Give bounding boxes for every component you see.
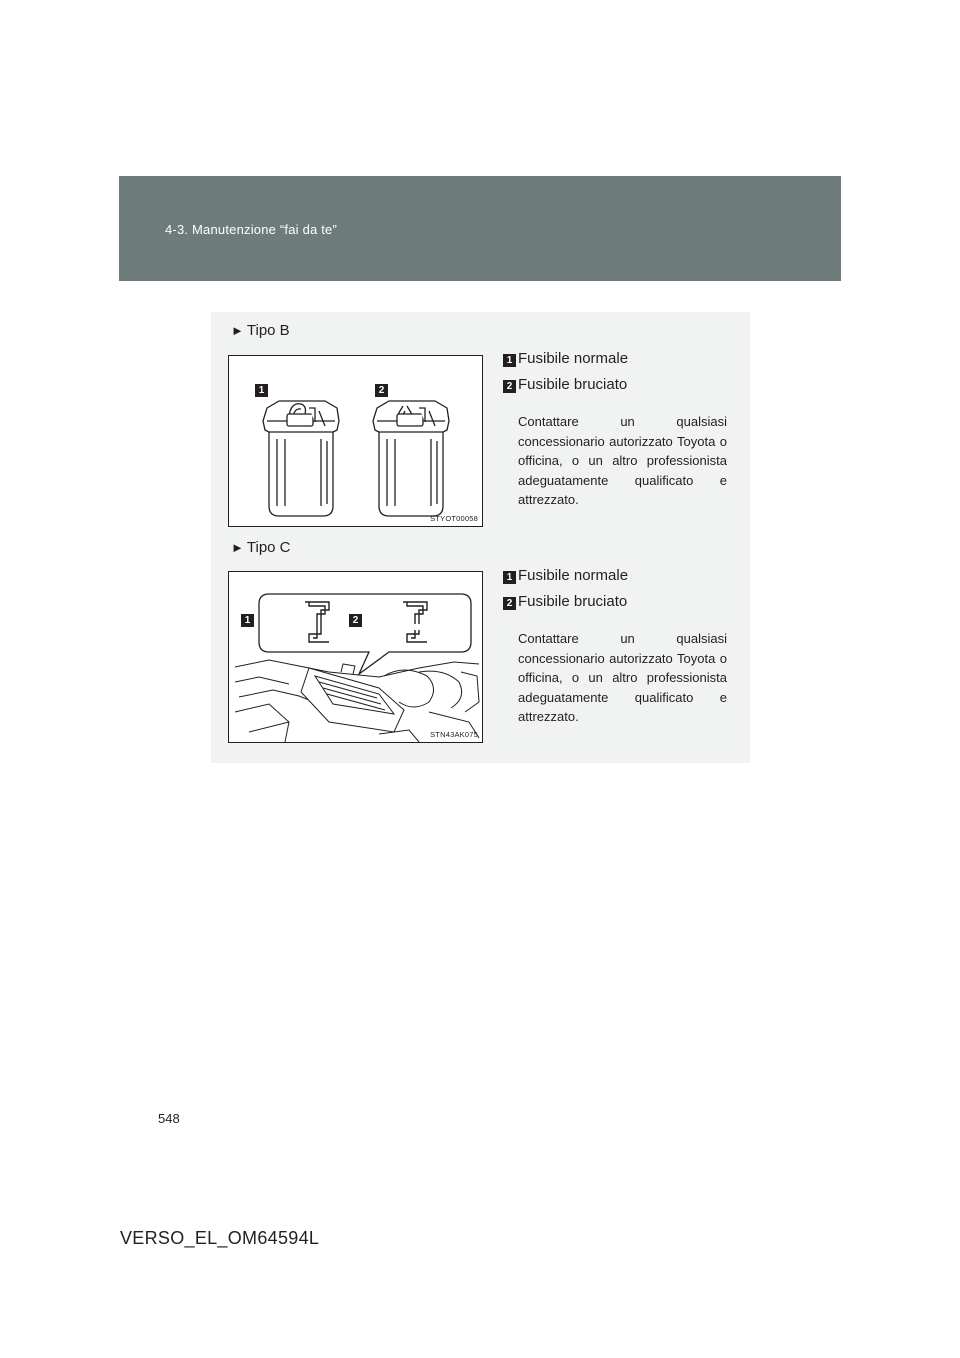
legend-number: 2 [503, 380, 516, 393]
page-number: 548 [158, 1111, 180, 1126]
legend-item-blown [503, 376, 743, 402]
badge-1: 1 [241, 614, 254, 627]
legend-item-blown [503, 593, 743, 619]
type-b-heading-text: Tipo B [246, 322, 290, 339]
legend-type-b [503, 350, 743, 510]
type-c-heading [231, 539, 291, 556]
legend-number: 1 [503, 354, 516, 367]
legend-note: Contattare un qualsiasi concessionario autorizzato Toyota o officina, o un altro professionista adeguatamente qualificato e attrezzato. [518, 414, 727, 507]
badge-2: 2 [375, 384, 388, 397]
triangle-bullet-icon: ► [231, 540, 244, 555]
legend-type-c [503, 567, 743, 727]
type-c-heading-text: Tipo C [246, 539, 291, 556]
fuse-type-c-illustration [229, 572, 483, 743]
content-panel [211, 312, 750, 763]
type-b-heading [231, 322, 290, 339]
legend-item-normal [503, 567, 743, 593]
figure-code: STN43AK075 [430, 730, 478, 739]
badge-1: 1 [255, 384, 268, 397]
legend-note: Contattare un qualsiasi concessionario autorizzato Toyota o officina, o un altro professionista adeguatamente qualificato e attrezzato. [518, 631, 727, 724]
legend-number: 1 [503, 571, 516, 584]
figure-code: STYOT00058 [430, 514, 478, 523]
section-title: 4-3. Manutenzione “fai da te” [165, 222, 338, 237]
document-code: VERSO_EL_OM64594L [120, 1228, 320, 1248]
badge-2: 2 [349, 614, 362, 627]
legend-label: Fusibile normale [518, 350, 629, 367]
figure-type-c [228, 571, 483, 743]
fuse-type-b-illustration [229, 356, 483, 527]
legend-label: Fusibile bruciato [518, 376, 628, 393]
figure-type-b [228, 355, 483, 527]
legend-item-normal [503, 350, 743, 376]
triangle-bullet-icon: ► [231, 323, 244, 338]
legend-label: Fusibile bruciato [518, 593, 628, 610]
header-band [119, 176, 841, 281]
legend-label: Fusibile normale [518, 567, 629, 584]
legend-number: 2 [503, 597, 516, 610]
